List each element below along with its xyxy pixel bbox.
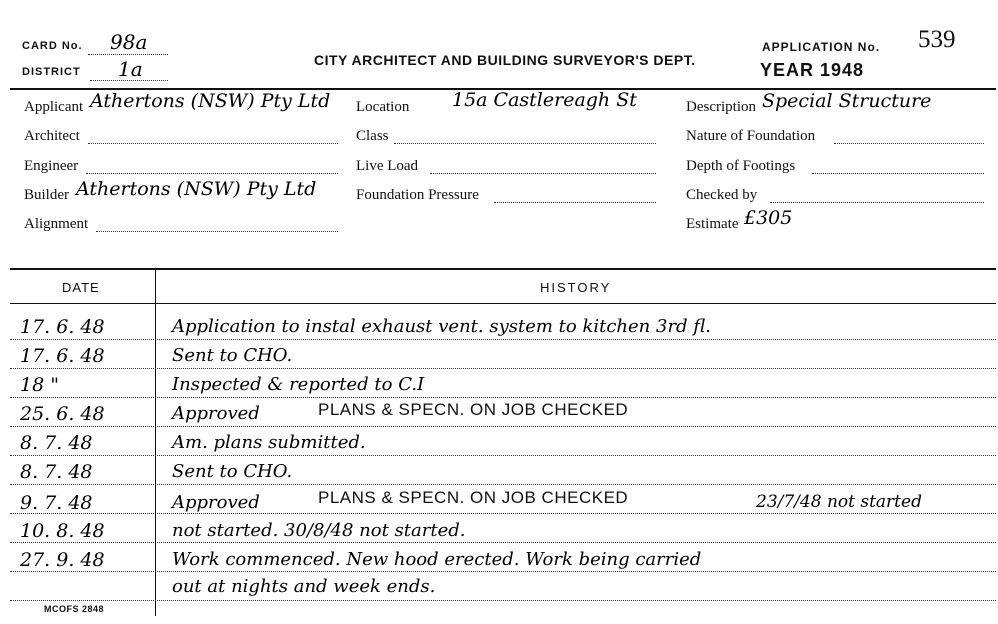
- row-separator: [10, 484, 996, 485]
- builder-label: Builder: [24, 187, 69, 203]
- history-row-text: Sent to CHO.: [172, 345, 293, 366]
- history-row-date: 8. 7. 48: [20, 461, 93, 483]
- history-row-date: 17. 6. 48: [20, 316, 105, 338]
- history-row-text: out at nights and week ends.: [172, 576, 436, 597]
- history-row-text: Application to instal exhaust vent. system to kitchen 3rd fl.: [172, 316, 712, 337]
- history-row-text: not started. 30/8/48 not started.: [172, 520, 466, 541]
- architect-label: Architect: [24, 128, 80, 144]
- location-label: Location: [356, 99, 410, 115]
- description-label: Description: [686, 99, 756, 115]
- class-label: Class: [356, 128, 389, 144]
- applicant-value: Athertons (NSW) Pty Ltd: [90, 90, 331, 112]
- nature-underline: [834, 143, 984, 144]
- row-separator: [10, 368, 996, 369]
- estimate-label: Estimate: [686, 216, 739, 232]
- history-row-date: 9. 7. 48: [20, 492, 93, 514]
- checked-by-label: Checked by: [686, 187, 758, 203]
- history-row-text: Work commenced. New hood erected. Work being carried: [172, 549, 702, 570]
- plans-checked-stamp: PLANS & SPECN. ON JOB CHECKED: [318, 400, 629, 419]
- foundation-pressure-underline: [494, 202, 656, 203]
- history-row-date: 17. 6. 48: [20, 345, 105, 367]
- estimate-value: £305: [744, 207, 793, 229]
- row-separator: [10, 397, 996, 398]
- form-code: MCOFS 2848: [44, 604, 105, 614]
- history-row-text: Approved: [172, 403, 260, 424]
- plans-checked-stamp: PLANS & SPECN. ON JOB CHECKED: [318, 488, 629, 507]
- applicant-label: Applicant: [24, 99, 84, 115]
- class-underline: [394, 143, 656, 144]
- checked-by-underline: [770, 202, 984, 203]
- row-separator: [10, 339, 996, 340]
- builder-value: Athertons (NSW) Pty Ltd: [76, 178, 317, 200]
- depth-of-footings-label: Depth of Footings: [686, 158, 796, 174]
- table-column-divider: [155, 268, 156, 616]
- history-row-date: 27. 9. 48: [20, 549, 105, 571]
- row-separator: [10, 426, 996, 427]
- row-separator: [10, 513, 996, 514]
- application-no-value: 539: [918, 26, 956, 53]
- live-load-underline: [430, 173, 656, 174]
- history-row-text: Inspected & reported to C.I: [172, 374, 425, 395]
- alignment-label: Alignment: [24, 216, 89, 232]
- history-row-date: 10. 8. 48: [20, 520, 105, 542]
- location-value: 15a Castlereagh St: [452, 89, 637, 111]
- history-row-note: 23/7/48 not started: [756, 492, 922, 512]
- history-row-date: 25. 6. 48: [20, 403, 105, 425]
- architect-underline: [88, 143, 338, 144]
- district-value: 1a: [118, 57, 143, 81]
- engineer-underline: [86, 173, 338, 174]
- district-label: DISTRICT: [22, 66, 81, 78]
- foundation-pressure-label: Foundation Pressure: [356, 187, 479, 203]
- history-row-date: 18 ": [20, 374, 59, 396]
- history-row-text: Sent to CHO.: [172, 461, 293, 482]
- alignment-underline: [96, 231, 338, 232]
- history-row-text: Approved: [172, 492, 260, 513]
- card-no-value: 98a: [110, 30, 148, 54]
- history-row-text: Am. plans submitted.: [172, 432, 366, 453]
- nature-of-foundation-label: Nature of Foundation: [686, 128, 816, 144]
- year-label: YEAR 1948: [760, 60, 865, 80]
- table-top-rule: [10, 268, 996, 270]
- depth-underline: [812, 173, 984, 174]
- row-separator: [10, 455, 996, 456]
- history-row-date: 8. 7. 48: [20, 432, 93, 454]
- application-no-label: APPLICATION No.: [762, 40, 881, 54]
- row-separator: [10, 600, 996, 601]
- table-header-rule: [10, 303, 996, 304]
- date-column-header: DATE: [62, 280, 100, 295]
- dept-title: CITY ARCHITECT AND BUILDING SURVEYOR'S DEPT.: [314, 52, 696, 68]
- card-no-label: CARD No.: [22, 40, 83, 52]
- card-no-underline: [88, 54, 168, 55]
- history-column-header: HISTORY: [540, 280, 612, 295]
- engineer-label: Engineer: [24, 158, 79, 174]
- description-value: Special Structure: [762, 90, 932, 112]
- row-separator: [10, 542, 996, 543]
- live-load-label: Live Load: [356, 158, 419, 174]
- row-separator: [10, 571, 996, 572]
